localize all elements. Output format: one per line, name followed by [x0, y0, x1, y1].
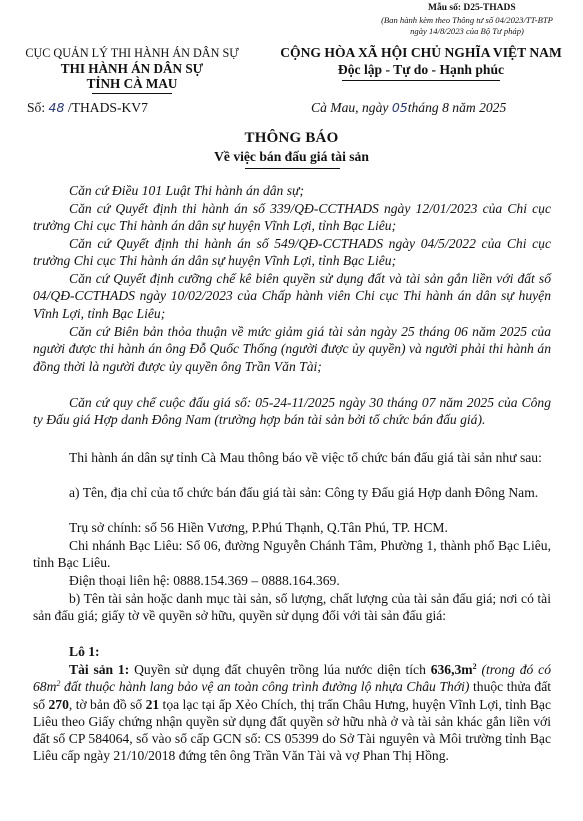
asset-1-map-sheet: 21 — [145, 696, 160, 712]
agency-underline — [92, 93, 172, 94]
asset-1-text-4: thuộc thửa đất số — [33, 679, 552, 712]
national-title: CỘNG HÒA XÃ HỘI CHỦ NGHĨA VIỆT NAM — [280, 45, 562, 60]
motto-underline — [342, 80, 500, 81]
announcement-intro: Thi hành án dân sự tỉnh Cà Mau thông báo về việc tổ chức bán đấu giá tài sản như sau: — [69, 450, 542, 465]
document-title: THÔNG BÁO — [244, 130, 339, 146]
asset-1-text-6: tọa lạc tại ấp Xẻo Chích, thị trấn Châu Hưng, huyện Vĩnh Lợi, tỉnh Bạc Liêu theo Giấy chứng nhận quyền sử dụng đất quyền sở hữu nhà ở và tài sản khác gắn liền với đất số CP 584064, số vào sổ cấp GCN số: CS 05399 do Sở Tài nguyên và Môi trường tỉnh Bạc Liêu cấp ngày 21/10/2018 đứng tên ông Trần Văn Tài và vợ Phan Thị Hồng. — [33, 696, 551, 764]
form-number: Mẫu số: D25-THADS — [428, 3, 516, 13]
basis-paragraph-1: Căn cứ Điều 101 Luật Thi hành án dân sự; — [69, 183, 304, 198]
asset-1-text-3: đất thuộc hành lang bảo vệ an toàn công trình đường lộ nhựa Châu Thới) — [60, 679, 470, 695]
asset-1-area-unit: 2 — [472, 662, 477, 671]
branch-address: Chi nhánh Bạc Liêu: Số 06, đường Nguyễn Chánh Tâm, Phường 1, thành phố Bạc Liêu, tỉnh Bạc Liêu. — [33, 538, 551, 571]
head-office-address: Trụ sở chính: số 56 Hiền Vương, P.Phú Thạnh, Q.Tân Phú, TP. HCM. — [69, 520, 448, 535]
date-prefix: Cà Mau, ngày — [311, 100, 389, 115]
auction-organization: a) Tên, địa chỉ của tổ chức bán đấu giá tài sản: Công ty Đấu giá Hợp danh Đông Nam. — [69, 485, 539, 500]
agency-name: THI HÀNH ÁN DÂN SỰ — [60, 61, 204, 76]
basis-paragraph-3: Căn cứ Quyết định thi hành án số 549/QĐ-CCTHADS ngày 04/5/2022 của Chi cục trưởng Chi cục Thi hành án dân sự huyện Vĩnh Lợi, tỉnh Bạc Liêu; — [33, 236, 551, 269]
document-number — [27, 100, 148, 116]
asset-1-label: Tài sản 1: — [69, 662, 130, 677]
lot-heading: Lô 1: — [69, 644, 100, 659]
document-number-suffix: /THADS-KV7 — [67, 100, 148, 115]
asset-1-area2-unit: 2 — [56, 679, 61, 689]
asset-1-text-5: , tờ bản đồ số — [68, 696, 146, 712]
asset-1-area: 636,3m — [430, 662, 473, 677]
title-rule — [245, 168, 340, 169]
basis-paragraph-2: Căn cứ Quyết định thi hành án số 339/QĐ-CCTHADS ngày 12/01/2023 của Chi cục trưởng Chi cục Thi hành án dân sự huyện Vĩnh Lợi, tỉnh Bạc Liêu; — [33, 201, 551, 234]
asset-1-description — [33, 661, 551, 765]
national-motto: Độc lập - Tự do - Hạnh phúc — [337, 62, 505, 77]
agency-province: TỈNH CÀ MAU — [86, 76, 178, 91]
basis-paragraph-6: Căn cứ quy chế cuộc đấu giá số: 05-24-11/2025 ngày 30 tháng 07 năm 2025 của Công ty Đấu giá Hợp danh Đông Nam (trường hợp bán tài sản bởi tổ chức bán đấu giá). — [33, 395, 551, 428]
document-date — [311, 100, 506, 116]
basis-paragraph-5: Căn cứ Biên bản thỏa thuận về mức giảm giá tài sản ngày 25 tháng 06 năm 2025 của người được thi hành án ông Đỗ Quốc Thống (người được ủy quyền) và người phải thi hành án đồng thời là người được ủy quyền ông Trần Văn Tài; — [33, 324, 551, 374]
document-number-handwritten: 48 — [48, 100, 65, 115]
contact-phone: Điện thoại liên hệ: 0888.154.369 – 0888.164.369. — [69, 573, 340, 588]
asset-1-text-1: Quyền sử dụng đất chuyên trồng lúa nước diện tích — [129, 662, 431, 677]
asset-1-text-2: (trong đó có 68m — [33, 662, 551, 695]
asset-list-intro: b) Tên tài sản hoặc danh mục tài sản, số lượng, chất lượng của tài sản đấu giá; nơi có tài sản đấu giá; giấy tờ về quyền sở hữu, quyền sử dụng đối với tài sản đấu giá: — [33, 591, 551, 624]
basis-paragraph-4: Căn cứ Quyết định cưỡng chế kê biên quyền sử dụng đất và tài sản gắn liền với đất số 04/QĐ-CCTHADS ngày 10/02/2023 của Chấp hành viên Chi cục Thi hành án dân sự huyện Vĩnh Lợi, tỉnh Bạc Liêu; — [33, 271, 551, 321]
date-day-handwritten: 05 — [391, 100, 408, 115]
asset-1-parcel: 270 — [48, 696, 69, 712]
document-number-prefix: Số: — [27, 100, 46, 115]
document-subtitle: Về việc bán đấu giá tài sản — [214, 149, 369, 164]
agency-parent: CỤC QUẢN LÝ THI HÀNH ÁN DÂN SỰ — [25, 46, 239, 60]
date-suffix: tháng 8 năm 2025 — [407, 100, 507, 115]
form-note-line2: ngày 14/8/2023 của Bộ Tư pháp) — [410, 26, 524, 36]
form-note-line1: (Ban hành kèm theo Thông tư số 04/2023/TT-BTP — [381, 15, 553, 25]
